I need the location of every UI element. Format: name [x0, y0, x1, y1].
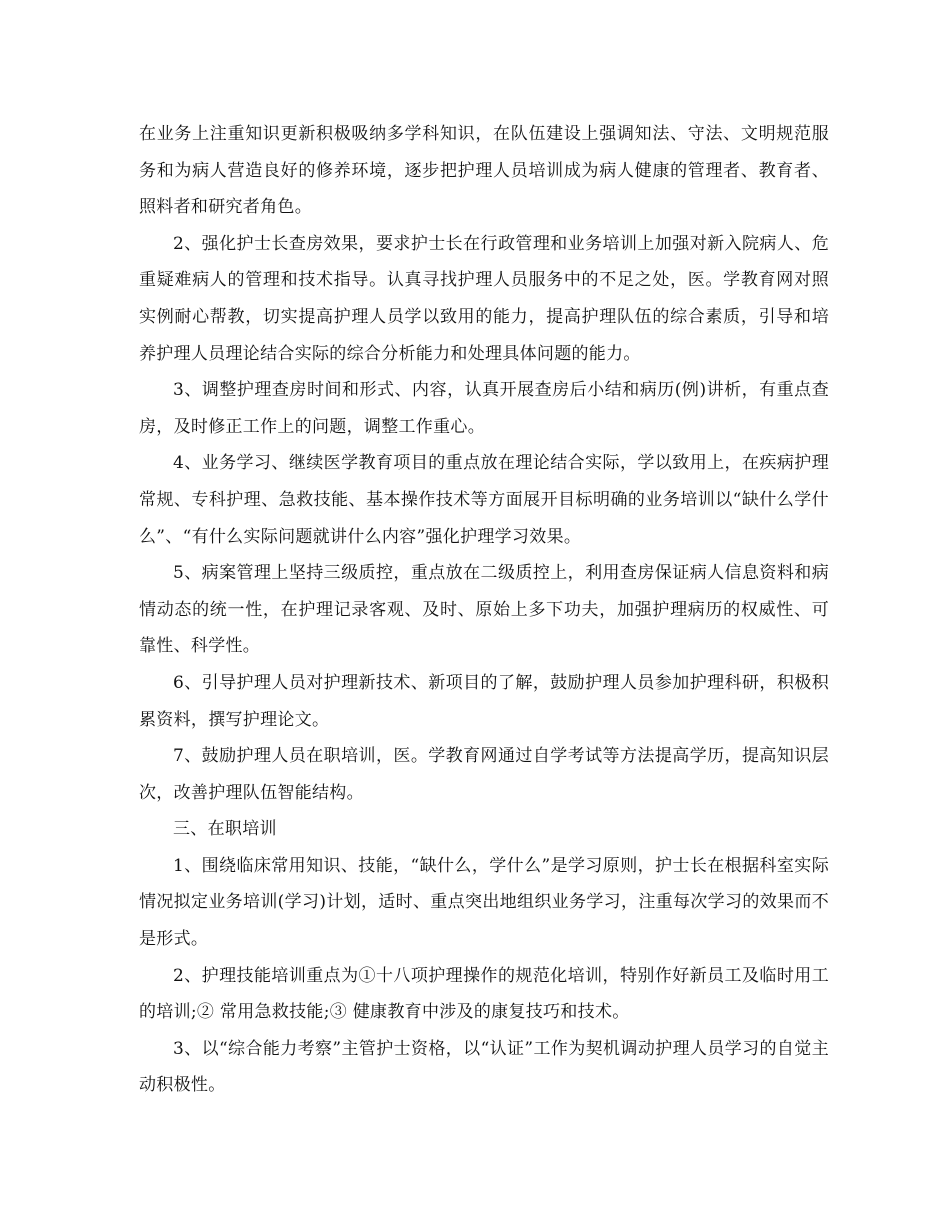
paragraph-item-3: 3、调整护理查房时间和形式、内容，认真开展查房后小结和病历(例)讲析，有重点查房，及时修正工作上的问题，调整工作重心。 [139, 380, 829, 437]
paragraph-item-4: 4、业务学习、继续医学教育项目的重点放在理论结合实际，学以致用上，在疾病护理常规、专科护理、急救技能、基本操作技术等方面展开目标明确的业务培训以“缺什么学什么”、“有什么实际问题就讲什么内容”强化护理学习效果。 [139, 453, 829, 547]
document-body [139, 116, 829, 1104]
paragraph-item-5: 5、病案管理上坚持三级质控，重点放在二级质控上，利用查房保证病人信息资料和病情动态的统一性，在护理记录客观、及时、原始上多下功夫，加强护理病历的权威性、可靠性、科学性。 [139, 563, 829, 657]
paragraph-training-2: 2、护理技能培训重点为①十八项护理操作的规范化培训，特别作好新员工及临时用工的培训;② 常用急救技能;③ 健康教育中涉及的康复技巧和技术。 [139, 965, 829, 1023]
paragraph-item-6: 6、引导护理人员对护理新技术、新项目的了解，鼓励护理人员参加护理科研，积极积累资料，撰写护理论文。 [139, 672, 829, 730]
section-heading: 三、在职培训 [173, 819, 277, 840]
paragraph-training-1: 1、围绕临床常用知识、技能，“缺什么，学什么”是学习原则，护士长在根据科室实际情况拟定业务培训(学习)计划，适时、重点突出地组织业务学习，注重每次学习的效果而不是形式。 [139, 855, 829, 950]
paragraph-item-7: 7、鼓励护理人员在职培训，医。学教育网通过自学考试等方法提高学历，提高知识层次，改善护理队伍智能结构。 [139, 746, 829, 803]
paragraph-continuation: 在业务上注重知识更新积极吸纳多学科知识，在队伍建设上强调知法、守法、文明规范服务和为病人营造良好的修养环境，逐步把护理人员培训成为病人健康的管理者、教育者、照料者和研究者角色。 [139, 124, 829, 218]
paragraph-item-2: 2、强化护士长查房效果，要求护士长在行政管理和业务培训上加强对新入院病人、危重疑难病人的管理和技术指导。认真寻找护理人员服务中的不足之处，医。学教育网对照实例耐心帮教，切实提高护理人员学以致用的能力，提高护理队伍的综合素质，引导和培养护理人员理论结合实际的综合分析能力和处理具体问题的能力。 [139, 233, 829, 364]
paragraph-training-3: 3、以“综合能力考察”主管护士资格，以“认证”工作为契机调动护理人员学习的自觉主动积极性。 [139, 1038, 829, 1096]
